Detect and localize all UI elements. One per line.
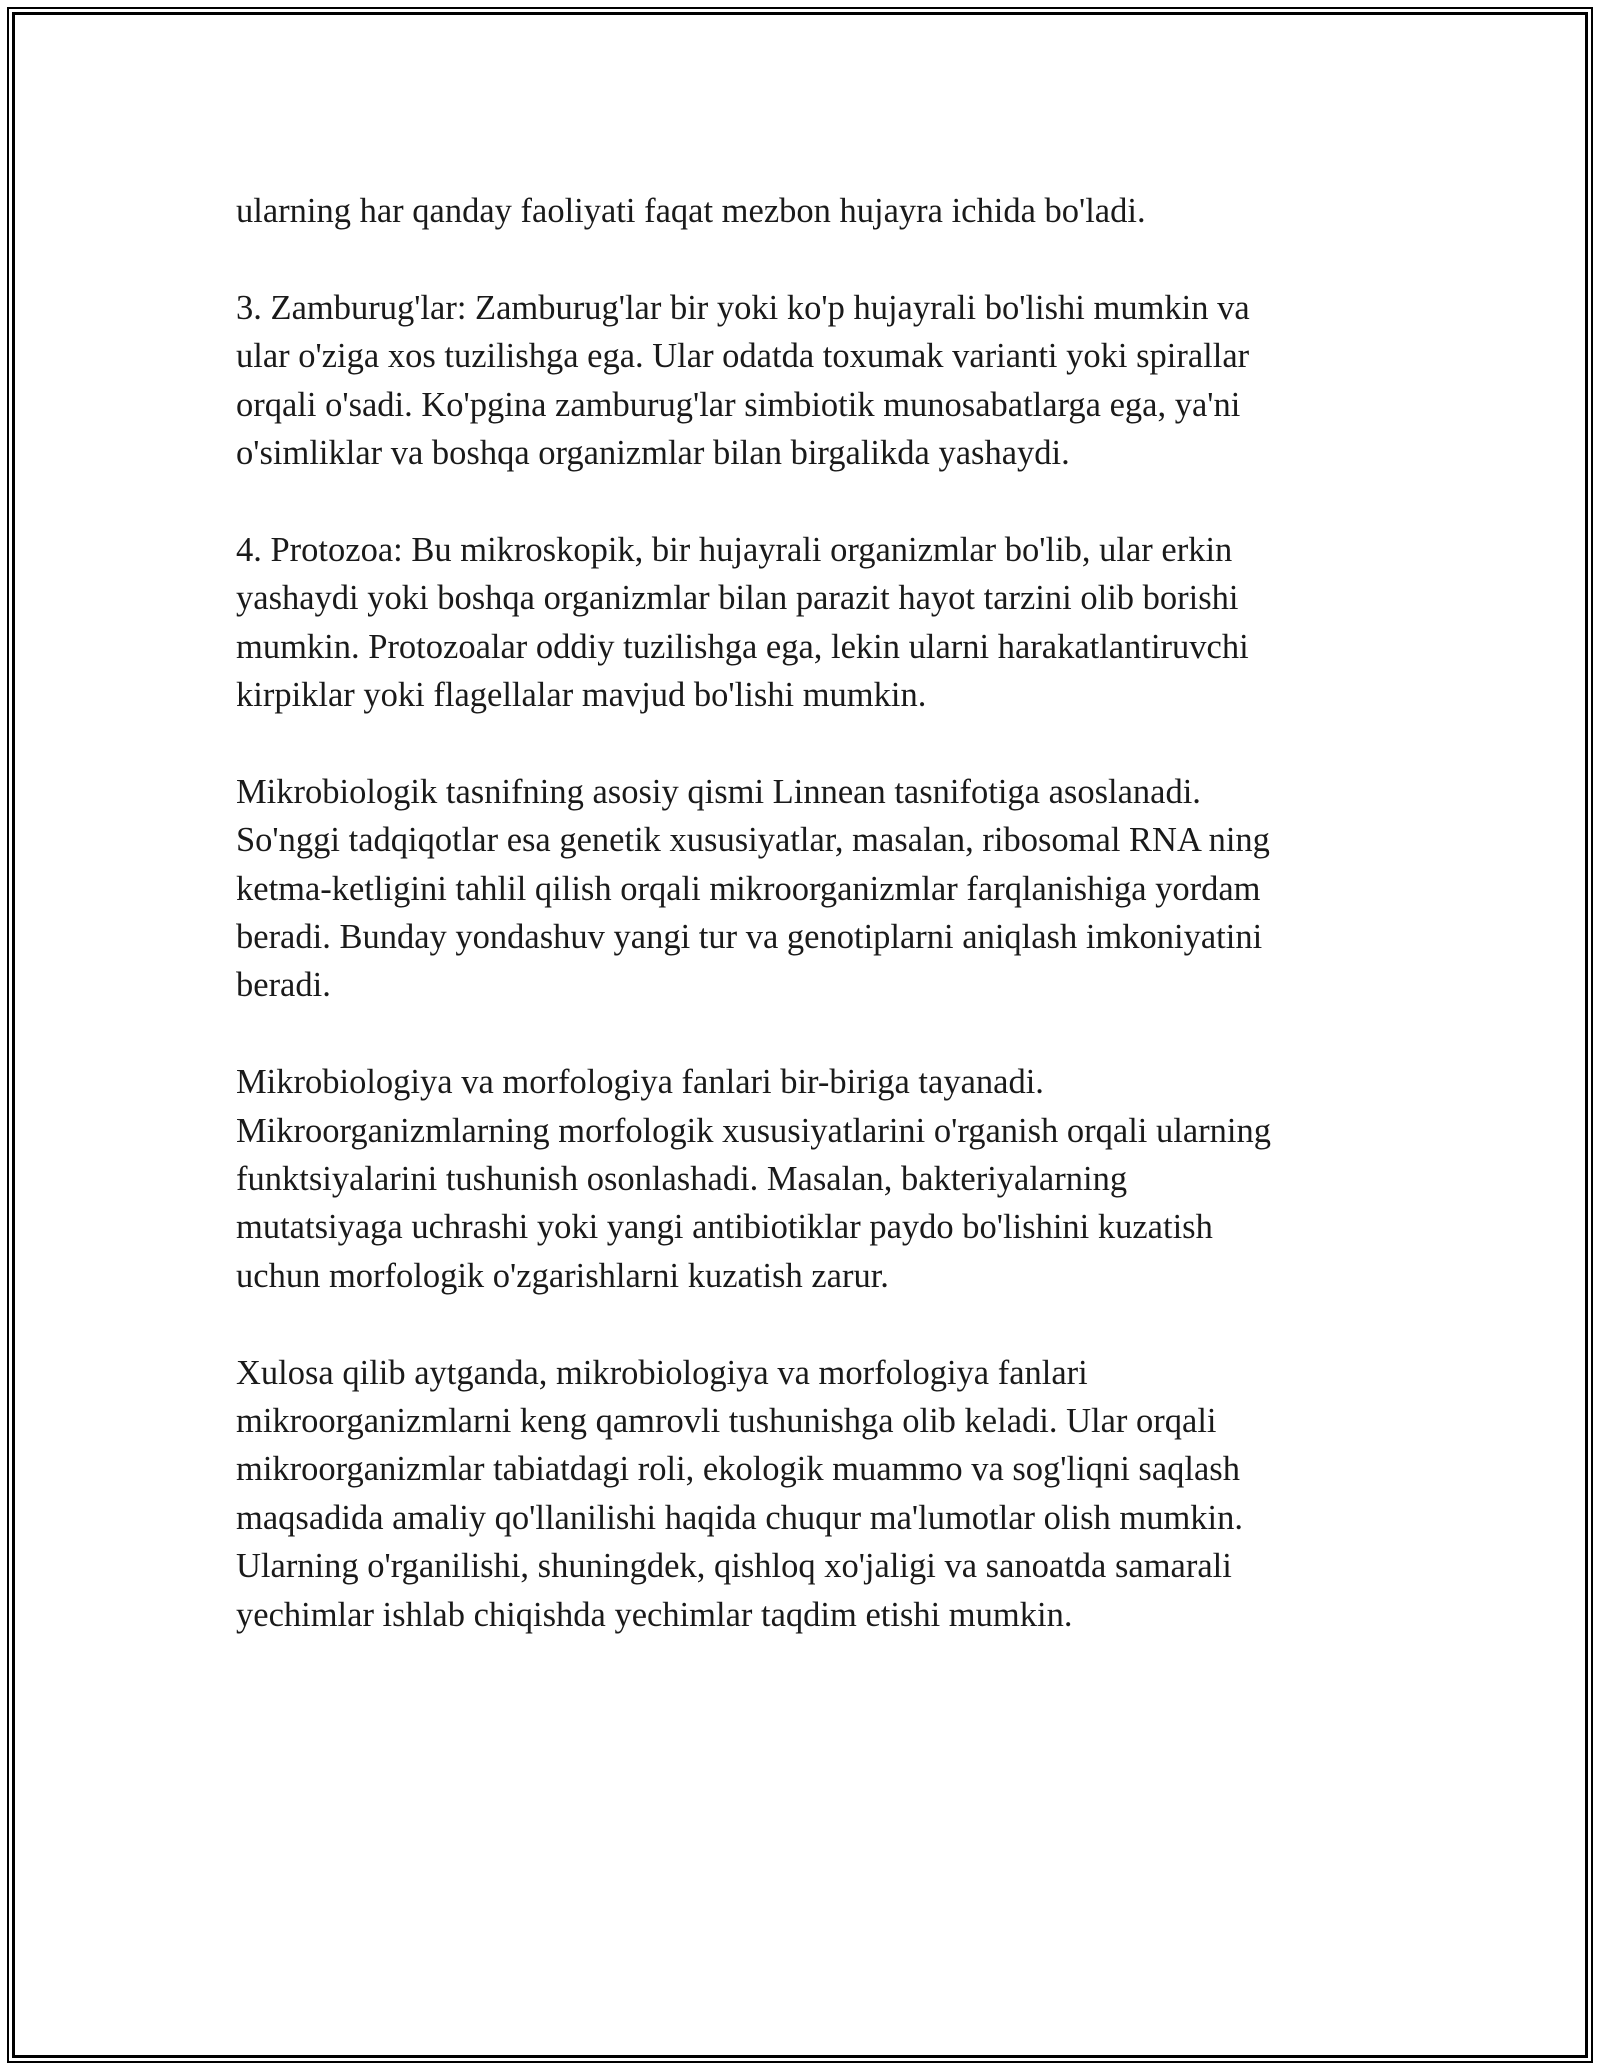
text-line: Mikrobiologik tasnifning asosiy qismi Linnean tasnifotiga asoslanadi. bbox=[236, 772, 1201, 811]
text-line: o'simliklar va boshqa organizmlar bilan birgalikda yashaydi. bbox=[236, 434, 1070, 473]
text-line: 3. Zamburug'lar: Zamburug'lar bir yoki ko'p hujayrali bo'lishi mumkin va bbox=[236, 288, 1250, 327]
text-line: mutatsiyaga uchrashi yoki yangi antibiotiklar paydo bo'lishini kuzatish bbox=[236, 1208, 1213, 1247]
paragraph-classification bbox=[236, 768, 1366, 1010]
document-body bbox=[236, 187, 1366, 1688]
text-line: yechimlar ishlab chiqishda yechimlar taqdim etishi mumkin. bbox=[236, 1595, 1073, 1634]
text-line: Xulosa qilib aytganda, mikrobiologiya va morfologiya fanlari bbox=[236, 1353, 1088, 1392]
text-line: beradi. Bunday yondashuv yangi tur va genotiplarni aniqlash imkoniyatini bbox=[236, 918, 1263, 957]
paragraph-virus-continuation bbox=[236, 187, 1366, 235]
paragraph-protozoa bbox=[236, 526, 1366, 720]
text-line: uchun morfologik o'zgarishlarni kuzatish zarur. bbox=[236, 1256, 889, 1295]
text-line: Mikrobiologiya va morfologiya fanlari bir-biriga tayanadi. bbox=[236, 1063, 1044, 1102]
paragraph-fungi bbox=[236, 284, 1366, 478]
text-line: mikroorganizmlar tabiatdagi roli, ekologik muammo va sog'liqni saqlash bbox=[236, 1450, 1240, 1489]
text-line: maqsadida amaliy qo'llanilishi haqida chuqur ma'lumotlar olish mumkin. bbox=[236, 1498, 1244, 1537]
text-line: 4. Protozoa: Bu mikroskopik, bir hujayrali organizmlar bo'lib, ular erkin bbox=[236, 530, 1233, 569]
text-line: kirpiklar yoki flagellalar mavjud bo'lishi mumkin. bbox=[236, 676, 927, 715]
text-line: orqali o'sadi. Ko'pgina zamburug'lar simbiotik munosabatlarga ega, ya'ni bbox=[236, 385, 1241, 424]
text-line: yashaydi yoki boshqa organizmlar bilan parazit hayot tarzini olib borishi bbox=[236, 579, 1239, 618]
text-line: ularning har qanday faoliyati faqat mezbon hujayra ichida bo'ladi. bbox=[236, 192, 1146, 230]
text-line: Mikroorganizmlarning morfologik xususiyatlarini o'rganish orqali ularning bbox=[236, 1111, 1271, 1150]
text-line: mumkin. Protozoalar oddiy tuzilishga ega, lekin ularni harakatlantiruvchi bbox=[236, 627, 1249, 666]
text-line: Ularning o'rganilishi, shuningdek, qishloq xo'jaligi va sanoatda samarali bbox=[236, 1547, 1232, 1586]
text-line: So'nggi tadqiqotlar esa genetik xususiyatlar, masalan, ribosomal RNA ning bbox=[236, 821, 1270, 860]
text-line: funktsiyalarini tushunish osonlashadi. Masalan, bakteriyalarning bbox=[236, 1160, 1128, 1199]
paragraph-morphology bbox=[236, 1058, 1366, 1300]
text-line: mikroorganizmlarni keng qamrovli tushunishga olib keladi. Ular orqali bbox=[236, 1402, 1217, 1441]
text-line: ular o'ziga xos tuzilishga ega. Ular odatda toxumak varianti yoki spirallar bbox=[236, 337, 1250, 376]
paragraph-conclusion bbox=[236, 1349, 1366, 1639]
text-line: ketma-ketligini tahlil qilish orqali mikroorganizmlar farqlanishiga yordam bbox=[236, 869, 1261, 908]
text-line: beradi. bbox=[236, 966, 331, 1005]
